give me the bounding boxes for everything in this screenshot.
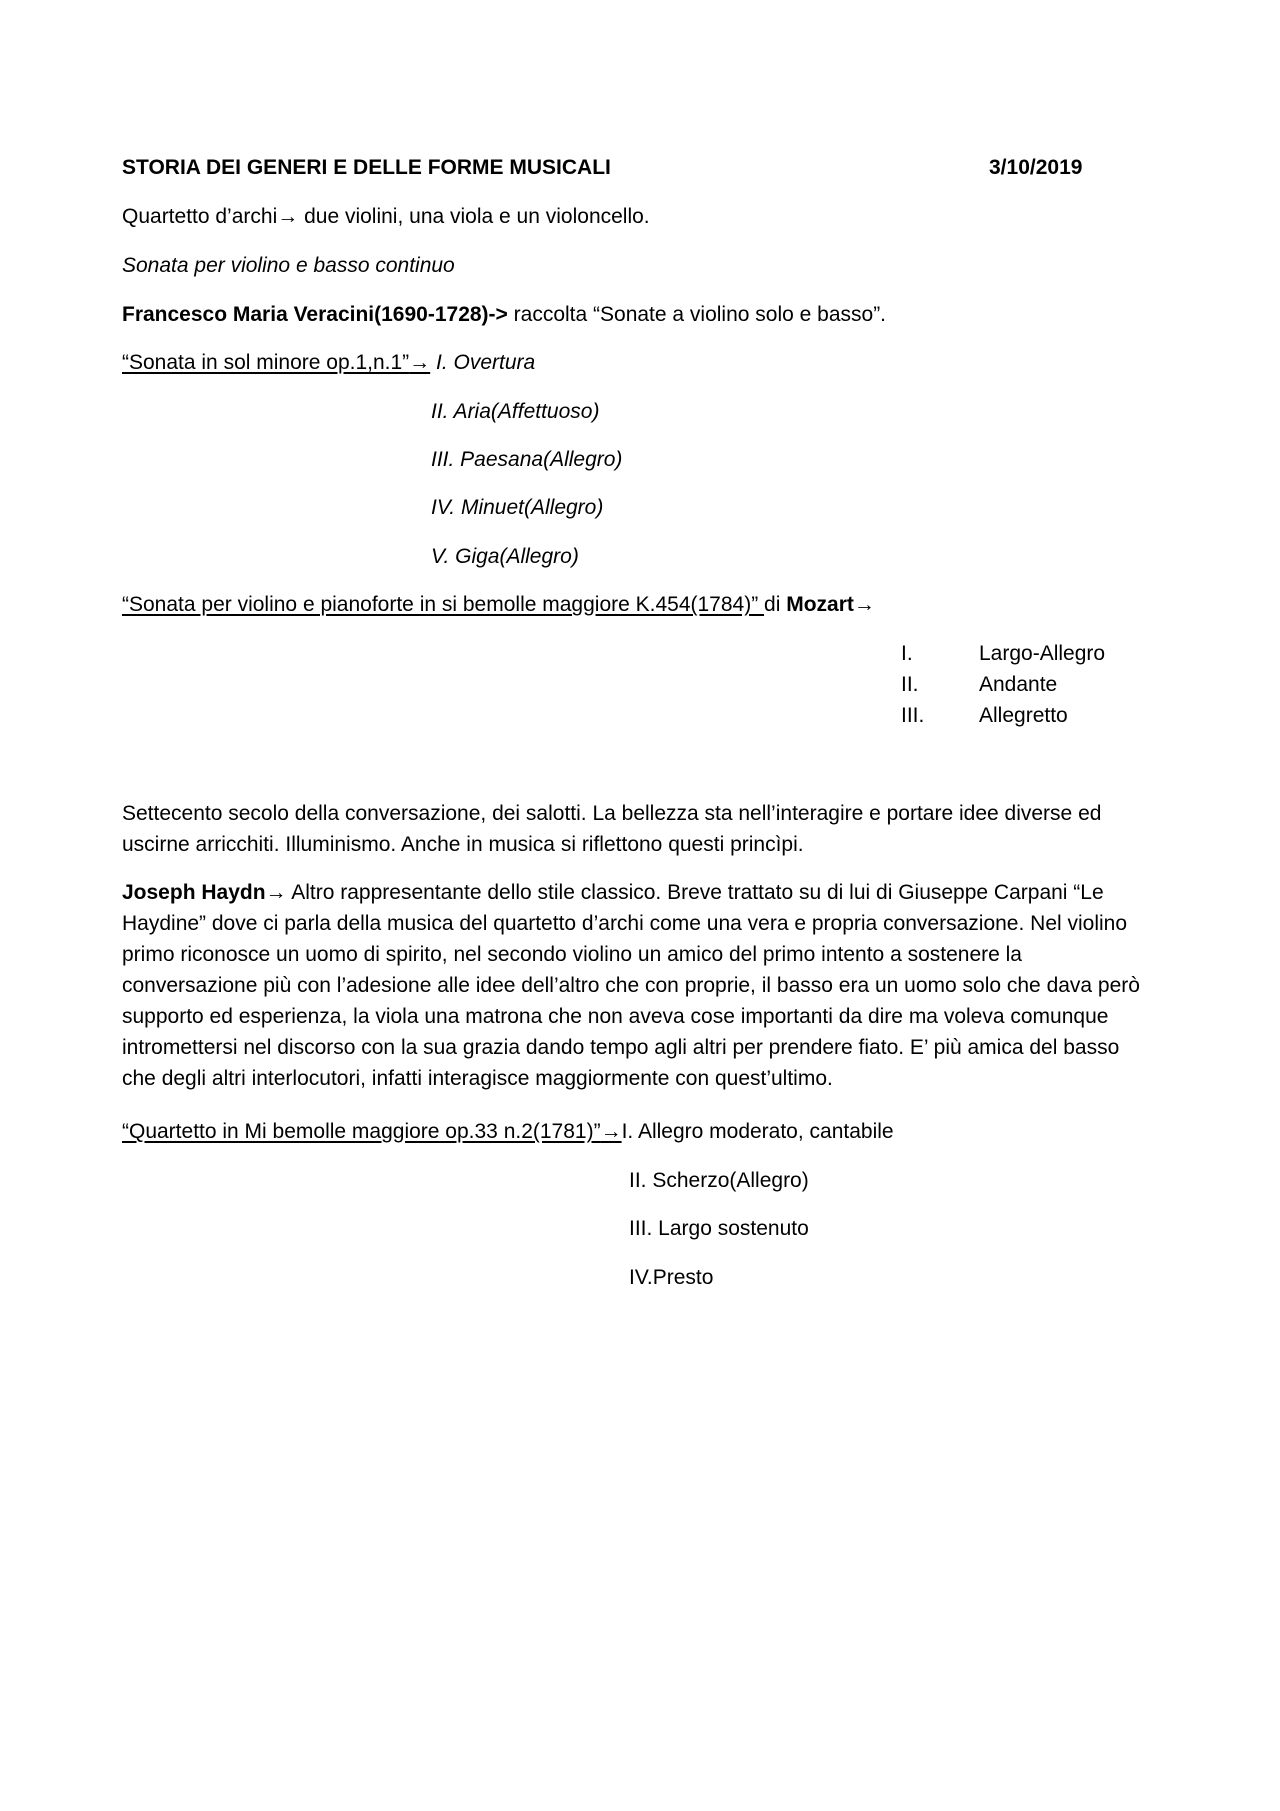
arrow-right-icon: → — [409, 351, 431, 374]
haydn-text: Altro rappresentante dello stile classico. Breve trattato su di lui di Giuseppe Carpani “Le Haydine” dove ci parla della musica del quartetto d’archi come una vera e propria conversazione. Nel violino primo riconosce un uomo di spirito, nel secondo violino un amico del primo intento a sostenere la conversazione più con l’adesione alle idee dell’altro che con proprie, il basso era un uomo solo che dava però supporto ed esperienza, la viola una matrona che non aveva cose importanti da dire ma voleva comunque intromettersi nel discorso con la sua grazia dando tempo agli altri per prendere fiato. E’ più amica del basso che degli altri interlocutori, infatti interagisce maggiormente con quest’ultimo. — [122, 881, 1140, 1090]
quartet-term: Quartetto d’archi — [122, 205, 278, 228]
arrow-right-icon: → — [277, 205, 299, 228]
veracini-sonata-title: “Sonata in sol minore op.1,n.1”→ — [122, 351, 431, 374]
haydn-quartet-title: “Quartetto in Mi bemolle maggiore op.33 n.2(1781)”→ — [122, 1120, 622, 1143]
sonata-heading: Sonata per violino e basso continuo — [122, 254, 455, 277]
veracini-name: Francesco Maria Veracini(1690-1728)-> — [122, 303, 508, 326]
arrow-right-icon: → — [853, 593, 875, 616]
movement-item: II. Aria(Affettuoso) — [431, 400, 600, 423]
arrow-right-icon: → — [265, 881, 287, 904]
settecento-paragraph: Settecento secolo della conversazione, dei salotti. La bellezza sta nell’interagire e portare idee diverse ed uscirne arricchiti. Illuminismo. Anche in musica si riflettono questi princìpi. — [122, 802, 1102, 856]
document-date: 3/10/2019 — [989, 156, 1083, 179]
movement-label: Andante — [979, 673, 1058, 696]
movement-item: IV.Presto — [629, 1266, 714, 1289]
movement-item: II. Scherzo(Allegro) — [629, 1169, 809, 1192]
veracini-line — [122, 300, 886, 330]
mozart-sonata-title: “Sonata per violino e pianoforte in si bemolle maggiore K.454(1784)” — [122, 593, 765, 616]
haydn-paragraph — [122, 877, 1142, 1094]
movement-item: III. Paesana(Allegro) — [431, 448, 623, 471]
veracini-sonata-line — [122, 348, 535, 378]
quartet-definition — [122, 202, 650, 232]
movement-numeral: III. — [901, 704, 925, 727]
mozart-sonata-line — [122, 590, 875, 620]
haydn-quartet-line — [122, 1117, 894, 1147]
haydn-name: Joseph Haydn — [122, 881, 266, 904]
movement-item: IV. Minuet(Allegro) — [431, 496, 604, 519]
movement-item: I. Overtura — [436, 351, 536, 374]
movement-item: I. Allegro moderato, cantabile — [621, 1120, 894, 1143]
veracini-text: raccolta “Sonate a violino solo e basso”. — [507, 303, 887, 326]
movement-label: Largo-Allegro — [979, 642, 1106, 665]
arrow-right-icon: → — [600, 1120, 622, 1143]
quartet-text: due violini, una viola e un violoncello. — [298, 205, 650, 228]
movement-item: V. Giga(Allegro) — [431, 545, 579, 568]
movement-numeral: II. — [901, 673, 919, 696]
mozart-connector: di — [764, 593, 787, 616]
mozart-name: Mozart — [786, 593, 854, 616]
document-title: STORIA DEI GENERI E DELLE FORME MUSICALI — [122, 156, 611, 179]
movement-item: III. Largo sostenuto — [629, 1217, 809, 1240]
movement-numeral: I. — [901, 642, 913, 665]
movement-label: Allegretto — [979, 704, 1068, 727]
